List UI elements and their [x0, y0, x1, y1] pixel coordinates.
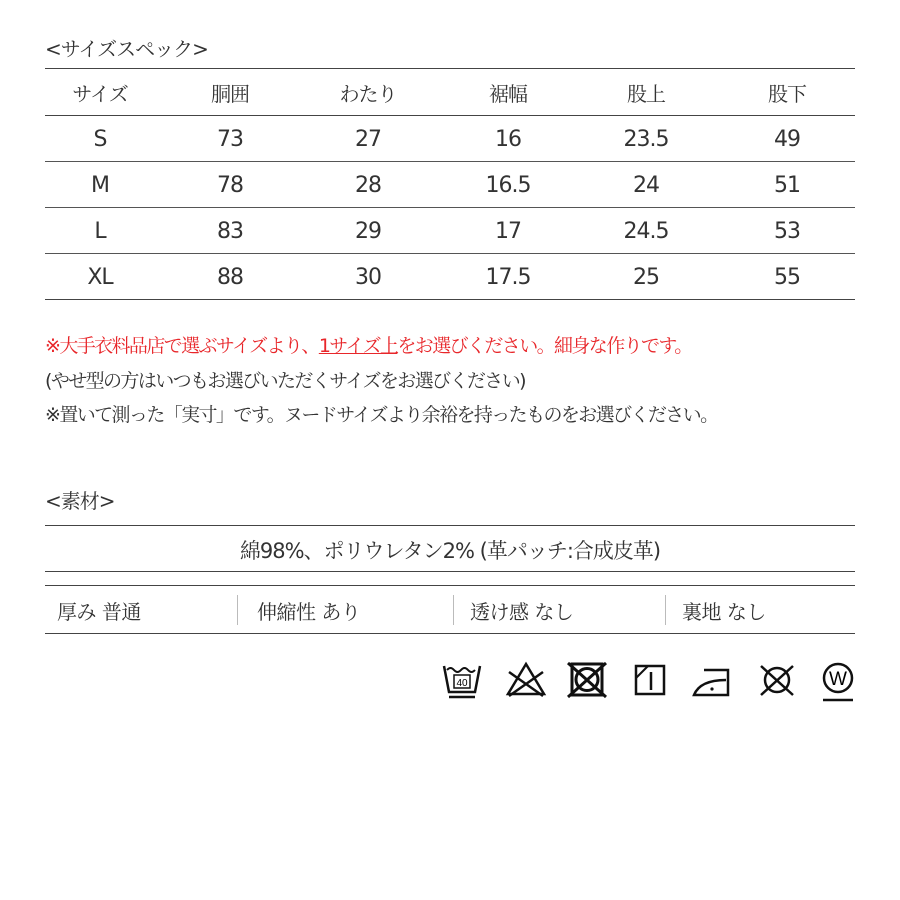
table-row	[45, 254, 855, 300]
table-cell: 51	[774, 172, 800, 198]
size-label: L	[94, 218, 106, 244]
table-cell: 23.5	[623, 126, 669, 152]
measurement-note: ※置いて測った「実寸」です。ヌードサイズより余裕を持ったものをお選びください。	[45, 404, 718, 426]
table-cell: 16.5	[485, 172, 531, 198]
table-row	[45, 208, 855, 254]
header-cell: 股上	[627, 81, 665, 106]
table-cell: 16	[495, 126, 521, 152]
table-cell: 88	[217, 264, 243, 290]
attr-lining: 裏地 なし	[682, 600, 766, 624]
table-cell: 17.5	[485, 264, 531, 290]
header-cell: わたり	[339, 81, 397, 106]
divider	[45, 585, 855, 586]
table-cell: 73	[217, 126, 243, 152]
size-spec-title: <サイズスペック>	[45, 37, 208, 61]
table-cell: 49	[774, 126, 800, 152]
header-cell: 胴囲	[211, 81, 249, 106]
table-cell: 25	[633, 264, 659, 290]
size-label: S	[93, 126, 107, 152]
table-header	[45, 69, 855, 115]
table-cell: 29	[355, 218, 381, 244]
header-cell: 裾幅	[489, 81, 527, 106]
table-cell: 55	[774, 264, 800, 290]
table-cell: 28	[355, 172, 381, 198]
divider	[45, 299, 855, 300]
table-cell: 30	[355, 264, 381, 290]
table-cell: 17	[495, 218, 521, 244]
fit-warning	[45, 331, 692, 358]
table-cell: 27	[355, 126, 381, 152]
size-label: M	[91, 172, 109, 198]
iron-low-icon	[690, 660, 738, 700]
no-tumble-dry-icon	[566, 660, 608, 700]
divider	[45, 633, 855, 634]
wet-clean-icon	[818, 660, 858, 704]
header-cell: 股下	[768, 81, 806, 106]
no-dry-clean-icon	[757, 660, 797, 700]
divider	[665, 595, 666, 625]
size-label: XL	[87, 264, 113, 290]
wash-temp-label: 40	[456, 678, 468, 689]
divider	[237, 595, 238, 625]
table-cell: 83	[217, 218, 243, 244]
slim-note: (やせ型の方はいつもお選びいただくサイズをお選びください)	[45, 370, 525, 392]
wash-40-icon	[441, 660, 483, 700]
fit-warning-pre: ※大手衣料品店で選ぶサイズより、	[45, 335, 319, 357]
material-title: <素材>	[45, 489, 115, 513]
material-composition: 綿98%、ポリウレタン2% (革パッチ:合成皮革)	[239, 539, 661, 563]
table-row	[45, 116, 855, 162]
table-cell: 78	[217, 172, 243, 198]
header-cell: サイズ	[72, 81, 128, 106]
table-cell: 53	[774, 218, 800, 244]
attr-stretch: 伸縮性 あり	[257, 600, 361, 624]
fit-warning-post: をお選びください。細身な作りです。	[397, 335, 692, 357]
table-cell: 24.5	[623, 218, 669, 244]
attr-thickness: 厚み 普通	[57, 600, 141, 624]
fit-warning-emphasis: 1サイズ上	[318, 335, 398, 357]
drip-dry-shade-icon	[632, 660, 668, 700]
attr-sheerness: 透け感 なし	[470, 600, 574, 624]
divider	[453, 595, 454, 625]
table-cell: 24	[633, 172, 659, 198]
divider	[45, 525, 855, 526]
no-bleach-icon	[505, 660, 547, 700]
wet-clean-label: W	[829, 669, 847, 690]
table-row	[45, 162, 855, 208]
divider	[45, 571, 855, 572]
